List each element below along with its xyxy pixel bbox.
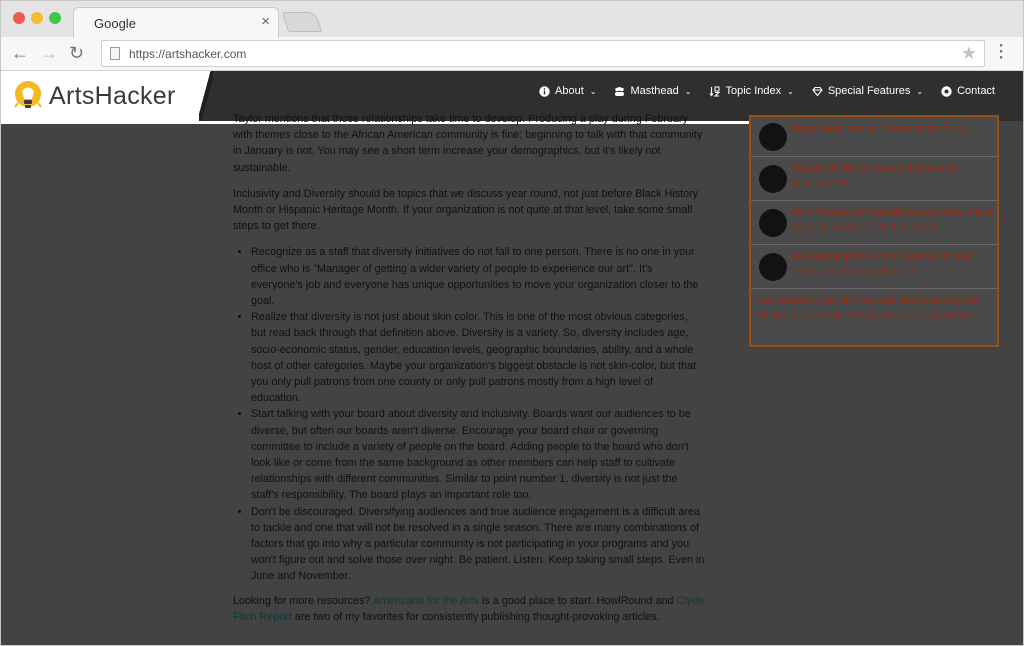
- comment-item[interactable]: [751, 289, 997, 345]
- browser-toolbar: [1, 37, 1024, 71]
- contact-icon: [941, 86, 952, 97]
- avatar: [759, 123, 787, 151]
- nav-label: Special Features: [827, 85, 911, 97]
- back-arrow-icon[interactable]: ←: [11, 43, 29, 63]
- site-logo[interactable]: [1, 71, 199, 121]
- nav-label: Contact: [957, 85, 995, 97]
- browser-tab[interactable]: [73, 7, 279, 37]
- list-item: • Recognize as a staff that diversity initiatives do not fall to one person. There is no one in your office who is "Manager of getting a wider variety of people to experience our art". It's everyone's job and everyone has unique opportunities to move your organization closer to the goal.: [251, 244, 705, 309]
- logo-divider: [199, 71, 213, 121]
- info-icon: [539, 86, 550, 97]
- article-paragraph: Taylor mentions that those relationships take time to develop. Producing a play during February with themes close to the African American community is fine; beginning to talk with that community in January is not. You may see a short term increase your demographics, but it's likely not sustainable.: [233, 113, 703, 174]
- maximize-window-button[interactable]: [49, 12, 61, 24]
- browser-menu-icon[interactable]: ● ● ●: [999, 43, 1003, 61]
- tab-strip: [1, 1, 1024, 37]
- list-item: • Start talking with your board about diversity and inclusivity. Boards want our audiences to be diverse, but often our boards aren't diverse. Encourage your board chair or governing committee to include a variety of people on the board. Adding people to the board who don't look like or come from the same background as other members can help staff to cultivate relationships with different communities. Similar to point number 1, diversity is not just the staff's responsibility. The board plays an important role too.: [251, 406, 705, 503]
- address-bar[interactable]: [101, 40, 985, 67]
- tab-title: Google: [94, 16, 136, 31]
- nav-item-contact[interactable]: [941, 85, 995, 97]
- clyde-fitch-report-link[interactable]: Clyde Fitch Report: [233, 594, 705, 623]
- bookmark-star-icon[interactable]: ★: [960, 43, 977, 63]
- chevron-down-icon: ⌄: [787, 86, 794, 96]
- list-item: • Realize that diversity is not just about skin color. This is one of the most obvious categories, but read back through that definition above. Diversity is a variety. So, diversity includes age, socio-economic status, gender, education levels, geographic boundaries, ability, and a whole host of other categories. Maybe your organization's biggest obstacle is not skin-color, but that you only pull patrons from one county or only pull patrons mostly from a high level of education.: [251, 309, 705, 406]
- chevron-down-icon: ⌄: [916, 86, 924, 96]
- close-window-button[interactable]: [13, 12, 25, 24]
- avatar: [759, 209, 787, 237]
- comment-item[interactable]: [751, 201, 997, 245]
- article-body: [233, 111, 705, 635]
- nav-label: About: [555, 85, 584, 97]
- minimize-window-button[interactable]: [31, 12, 43, 24]
- article-list: [251, 244, 705, 584]
- avatar: [759, 253, 787, 281]
- list-item: • Don't be discouraged. Diversifying audiences and true audience engagement is a difficult area to tackle and one that will not be resolved in a single season. There are many combinations of factors that go into why a particular community is not participating in your programs and you won't figure out and solve those over night. Be patient. Listen. Keep taking small steps. Even in June and November.: [251, 504, 705, 585]
- comment-text[interactable]: Claudia: Hi! Did you have a chance to try Appoint.ly? I'm ...: [791, 163, 958, 188]
- lightbulb-logo-icon: [11, 79, 45, 113]
- reload-icon[interactable]: ↻: [69, 43, 85, 63]
- close-tab-icon[interactable]: ×: [261, 13, 270, 30]
- comment-item[interactable]: [751, 245, 997, 289]
- forward-arrow-icon[interactable]: →: [40, 43, 58, 63]
- nav-item-topic-index[interactable]: [709, 85, 793, 97]
- comment-text[interactable]: www.stephenpbrown.com: Sighing with relief. There are so many options out...: [791, 251, 976, 276]
- nav-label: Topic Index: [725, 85, 782, 97]
- text-span: is a good place to start. HowlRound and: [479, 594, 677, 607]
- chevron-down-icon: ⌄: [684, 86, 692, 96]
- comment-item[interactable]: [751, 157, 997, 201]
- new-tab-button[interactable]: [282, 12, 322, 32]
- article-paragraph: Inclusivity and Diversity should be topics that we discuss year round, not just before Black History Month or Hispanic Heritage Month. If your organization is not quite at that level, take some small steps to get there.: [233, 187, 699, 233]
- page-viewport: [1, 71, 1023, 646]
- sort-icon: [709, 86, 720, 97]
- text-span: are two of my favorites for consistently publishing thought-provoking articles.: [291, 610, 660, 623]
- nav-item-about[interactable]: [539, 85, 596, 97]
- recent-comments-widget: [749, 115, 999, 347]
- url-text[interactable]: https://artshacker.com: [129, 47, 247, 61]
- text-span: Looking for more resources?: [233, 594, 373, 607]
- nav-label: Masthead: [630, 85, 679, 97]
- diamond-icon: [812, 86, 823, 97]
- comment-text[interactable]: Happy Geek: Genius! Thanks for the fix :o)...: [791, 123, 973, 133]
- nav-item-masthead[interactable]: [614, 85, 691, 97]
- chevron-down-icon: ⌄: [589, 86, 597, 96]
- main-navigation: [539, 85, 995, 97]
- americans-for-the-arts-link[interactable]: Americans for the Arts: [372, 594, 480, 607]
- comment-text[interactable]: Let Someone Else Help You Look Like A Genius | Arts Hacker: [...] the wake of Samantha Teter's ArtsHacke...: [759, 295, 982, 320]
- page-icon: [110, 47, 120, 60]
- avatar: [759, 165, 787, 193]
- comment-item[interactable]: [751, 117, 997, 157]
- group-icon: [614, 86, 625, 97]
- comment-text[interactable]: Keith Tomasek (@FestivalReviews): Drew, thanks very much for these. I've been using...: [791, 207, 994, 232]
- article-paragraph: [233, 593, 705, 625]
- logo-text: ArtsHacker: [49, 82, 176, 110]
- nav-item-special-features[interactable]: [812, 85, 923, 97]
